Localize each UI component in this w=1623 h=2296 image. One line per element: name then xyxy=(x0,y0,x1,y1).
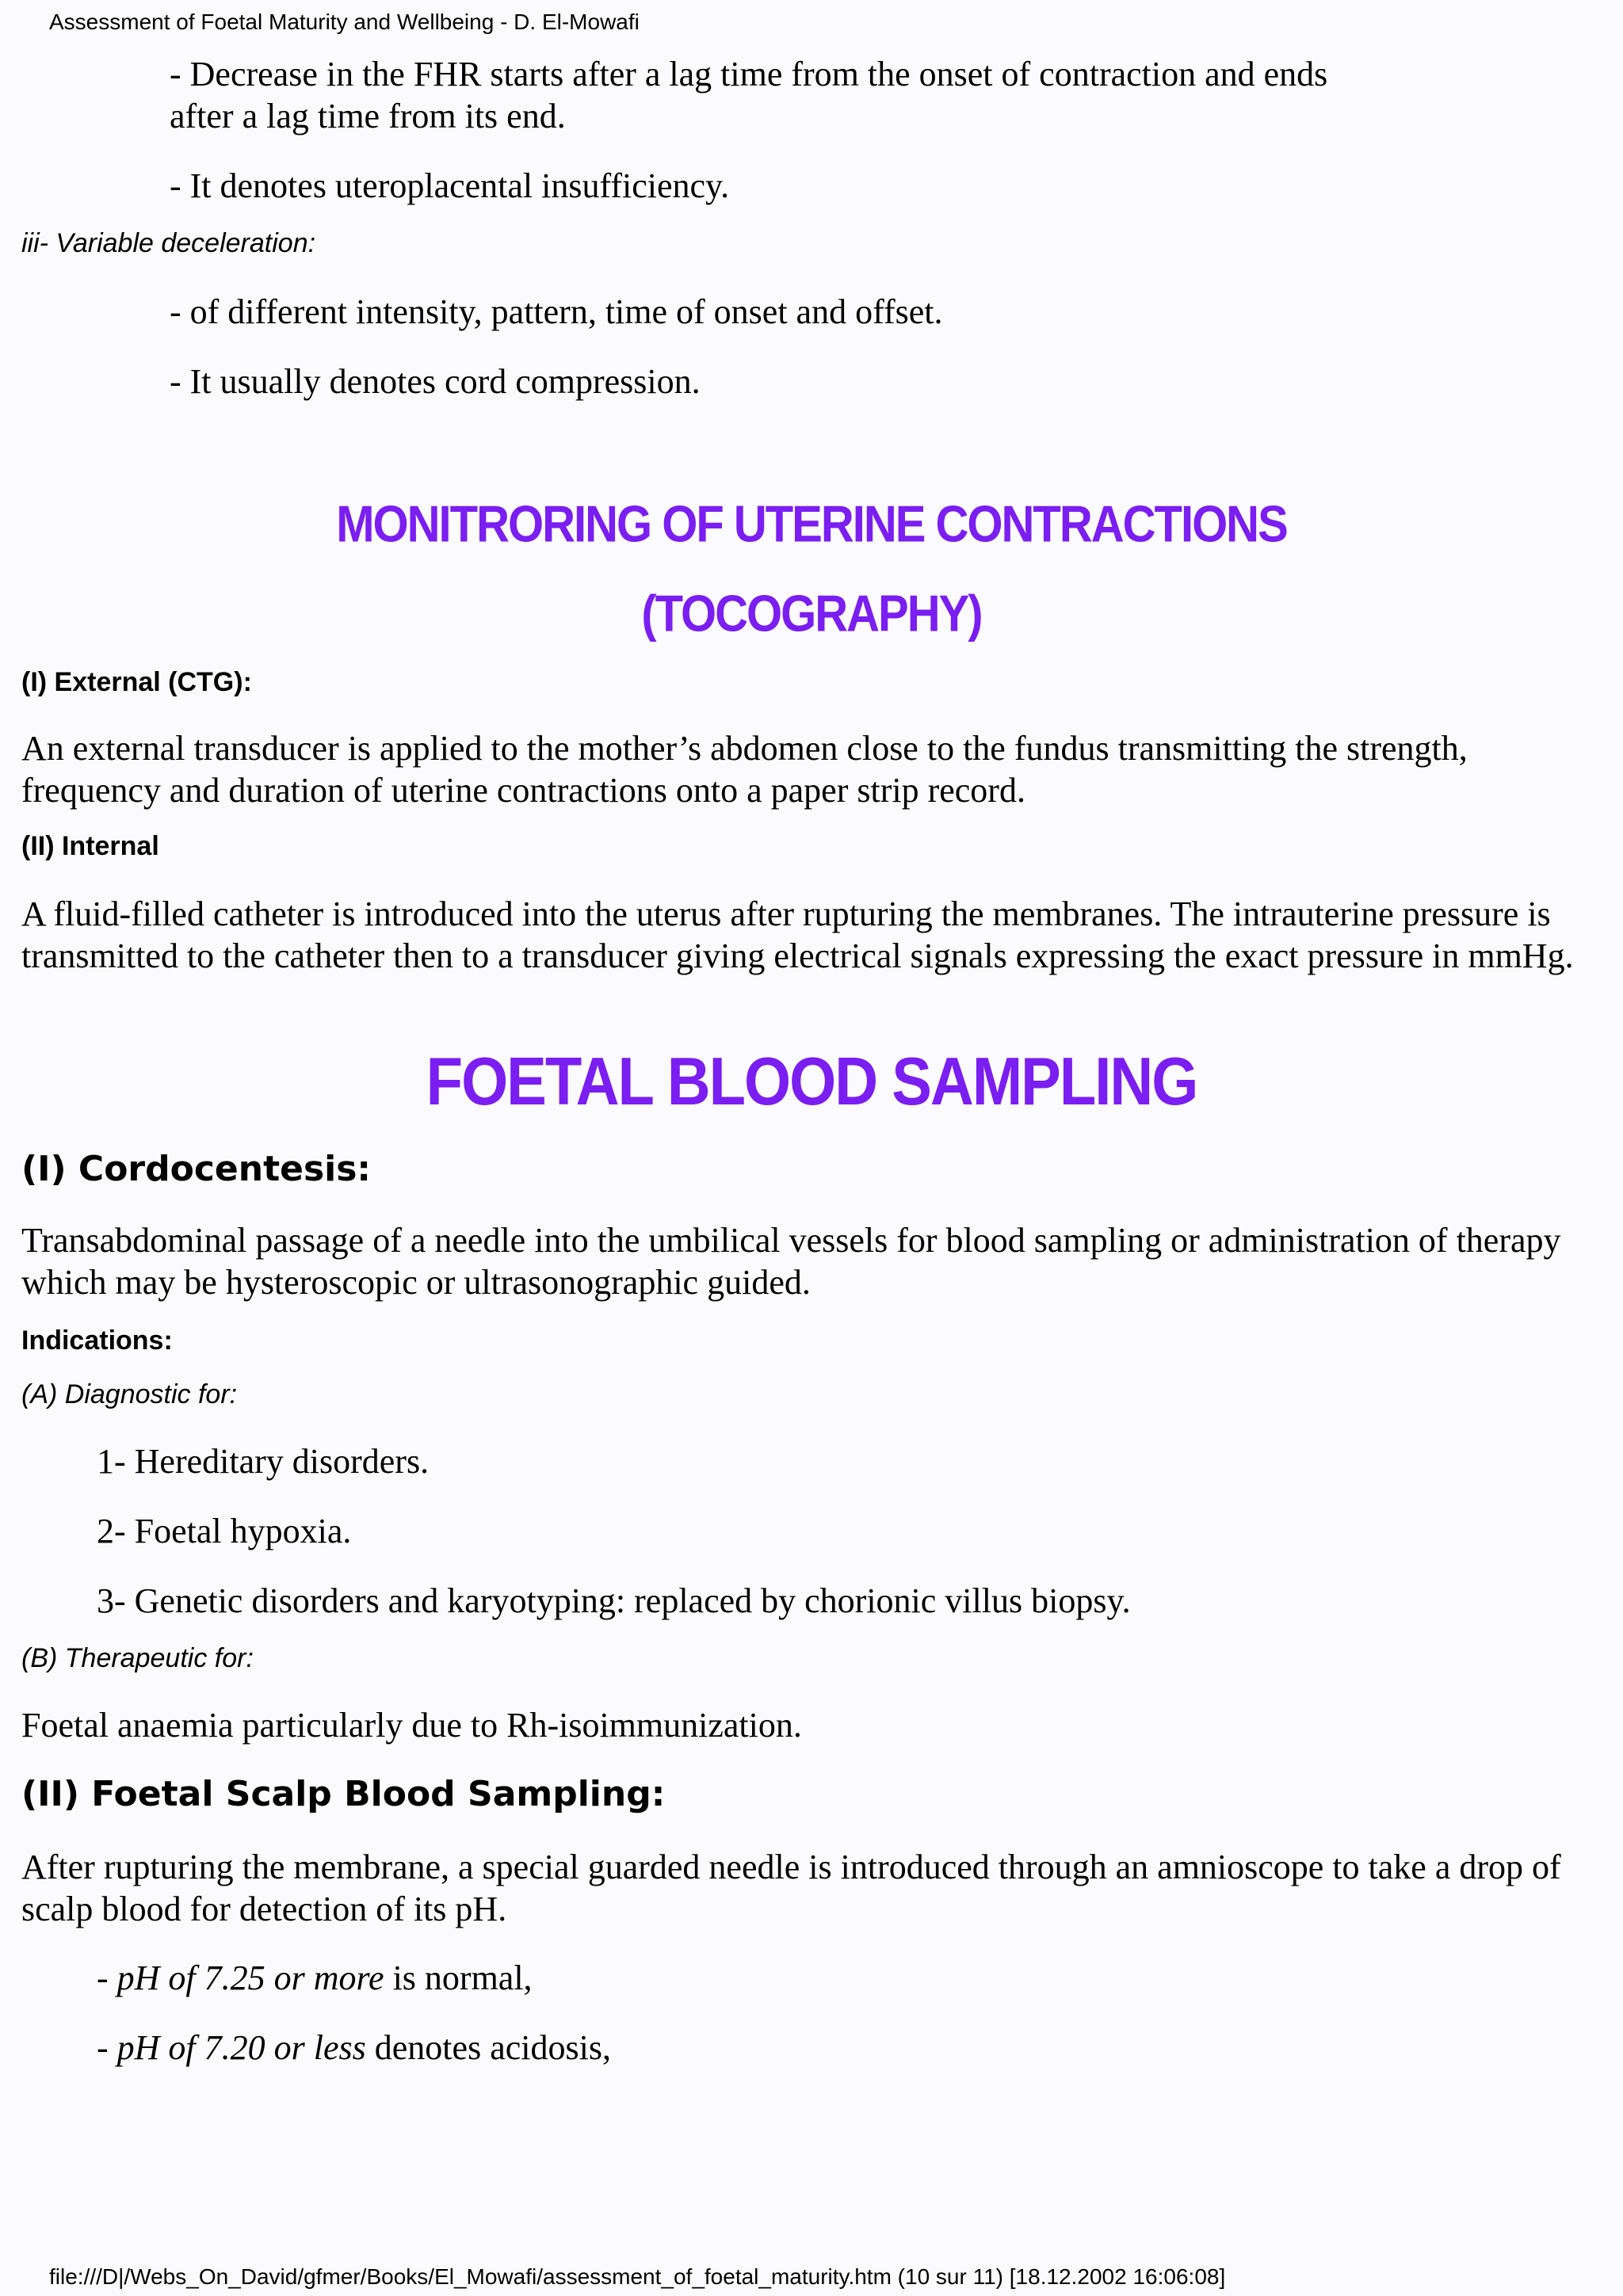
variable-deceleration-line-1: - of different intensity, pattern, time of onset and offset. xyxy=(170,292,943,331)
scalp-sampling-text: After rupturing the membrane, a special guarded needle is introduced through an amnioscope to take a drop of scalp blood for detection of its pH. xyxy=(21,1848,1561,1928)
ph-normal-rest: is normal, xyxy=(384,1958,533,1997)
page-header-title: Assessment of Foetal Maturity and Wellbeing - D. El-Mowafi xyxy=(49,10,640,34)
ph-acidosis-line xyxy=(97,2027,611,2069)
late-deceleration-line-1: - Decrease in the FHR starts after a lag time from the onset of contraction and ends xyxy=(170,55,1328,93)
variable-deceleration-line-2: - It usually denotes cord compression. xyxy=(170,362,701,401)
fbs-heading: FOETAL BLOOD SAMPLING xyxy=(426,1043,1197,1120)
tocography-heading-line-2: (TOCOGRAPHY) xyxy=(641,585,982,643)
diagnostic-item: 2- Foetal hypoxia. xyxy=(97,1512,352,1550)
external-ctg-text: An external transducer is applied to the mother’s abdomen close to the fundus transmitting the strength, frequency and duration of uterine contractions onto a paper strip record. xyxy=(21,729,1468,810)
diagnostic-label: (A) Diagnostic for: xyxy=(21,1379,238,1409)
ph-normal-value: pH of 7.25 or more xyxy=(116,1958,384,1997)
late-deceleration-line-3: - It denotes uteroplacental insufficiency. xyxy=(170,166,730,205)
internal-text: A fluid-filled catheter is introduced into the uterus after rupturing the membranes. The intrauterine pressure is transmitted to the catheter then to a transducer giving electrical signals expressing the exact pressure in mmHg. xyxy=(21,894,1574,975)
ph-acid-dash: - xyxy=(97,2028,117,2067)
cordocentesis-text: Transabdominal passage of a needle into the umbilical vessels for blood sampling or administration of therapy which may be hysteroscopic or ultrasonographic guided. xyxy=(21,1221,1561,1302)
indications-label: Indications: xyxy=(21,1325,173,1356)
diagnostic-item: 3- Genetic disorders and karyotyping: replaced by chorionic villus biopsy. xyxy=(97,1581,1131,1620)
ph-acid-value: pH of 7.20 or less xyxy=(116,2028,366,2067)
ph-normal-line xyxy=(97,1957,533,1999)
scalp-sampling-heading: (II) Foetal Scalp Blood Sampling: xyxy=(21,1774,666,1814)
diagnostic-item: 1- Hereditary disorders. xyxy=(97,1442,430,1481)
therapeutic-text: Foetal anaemia particularly due to Rh-isoimmunization. xyxy=(21,1706,802,1745)
therapeutic-label: (B) Therapeutic for: xyxy=(21,1643,254,1673)
page-footer-path: file:///D|/Webs_On_David/gfmer/Books/El_Mowafi/assessment_of_foetal_maturity.htm (10 sur 11) [18.12.2002 16:06:08] xyxy=(49,2264,1226,2289)
external-ctg-label: (I) External (CTG): xyxy=(21,667,252,697)
tocography-heading-line-1: MONITRORING OF UTERINE CONTRACTIONS xyxy=(336,495,1287,553)
internal-label: (II) Internal xyxy=(21,831,159,861)
ph-acid-rest: denotes acidosis, xyxy=(365,2028,611,2067)
ph-normal-dash: - xyxy=(97,1958,117,1997)
variable-deceleration-label: iii- Variable deceleration: xyxy=(21,228,316,258)
late-deceleration-line-2: after a lag time from its end. xyxy=(170,97,566,135)
cordocentesis-heading: (I) Cordocentesis: xyxy=(21,1149,372,1189)
